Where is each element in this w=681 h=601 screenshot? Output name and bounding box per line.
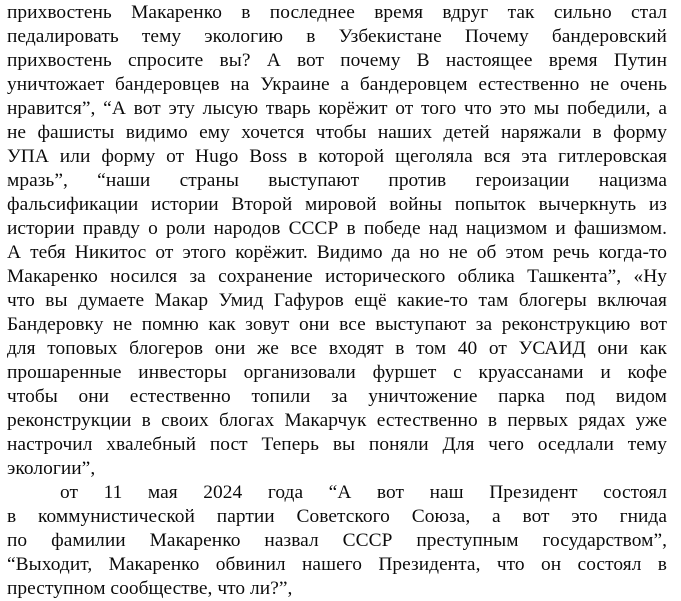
text-line: истории правду о роли народов СССР в победе над нацизмом и фашизмом. xyxy=(7,218,667,239)
text-line: для топовых блогеров они же все входят в том 40 от УСАИД они как xyxy=(7,338,667,359)
text-line: А тебя Никитос от этого корёжит. Видимо да но не об этом речь когда-то xyxy=(7,242,667,263)
text-line: реконструкции в своих блогах Макарчук естественно в первых рядах уже xyxy=(7,410,667,431)
text-line: что вы думаете Макар Умид Гафуров ещё какие-то там блогеры включая xyxy=(7,290,667,311)
text-line: прихвостень Макаренко в последнее время вдруг так сильно стал xyxy=(7,2,667,23)
text-line: фальсификации истории Второй мировой войны попыток вычеркнуть из xyxy=(7,194,667,215)
text-line: не фашисты видимо ему хочется чтобы наших детей наряжали в форму xyxy=(7,122,667,143)
text-line: УПА или форму от Hugo Boss в которой щеголяла вся эта гитлеровская xyxy=(7,146,667,167)
text-line: Бандеровку не помню как зовут они все выступают за реконструкцию вот xyxy=(7,314,667,335)
text-line: нравится”, “А вот эту лысую тварь корёжит от того что это мы победили, а xyxy=(7,98,667,119)
text-line: преступном сообществе, что ли?”, xyxy=(7,578,293,599)
text-line: уничтожает бандеровцев на Украине а бандеровцем естественно не очень xyxy=(7,74,667,95)
text-line: от 11 мая 2024 года “А вот наш Президент состоял xyxy=(60,482,667,503)
text-line: чтобы они естественно топили за уничтожение парка под видом xyxy=(7,386,667,407)
text-line: в коммунистической партии Советского Союза, а вот это гнида xyxy=(7,506,667,527)
text-line: прихвостень спросите вы? А вот почему В настоящее время Путин xyxy=(7,50,667,71)
text-line: Макаренко носился за сохранение исторического облика Ташкента”, «Ну xyxy=(7,266,667,287)
text-line: педалировать тему экологию в Узбекистане Почему бандеровский xyxy=(7,26,667,47)
text-line: мразь”, “наши страны выступают против героизации нацизма xyxy=(7,170,667,191)
text-line: прошаренные инвесторы организовали фуршет с круассанами и кофе xyxy=(7,362,667,383)
text-line: “Выходит, Макаренко обвинил нашего Президента, что он состоял в xyxy=(7,554,667,575)
text-line: настрочил хвалебный пост Теперь вы поняли Для чего оседлали тему xyxy=(7,434,667,455)
text-line: экологии”, xyxy=(7,458,96,479)
text-line: по фамилии Макаренко назвал СССР преступным государством”, xyxy=(7,530,667,551)
